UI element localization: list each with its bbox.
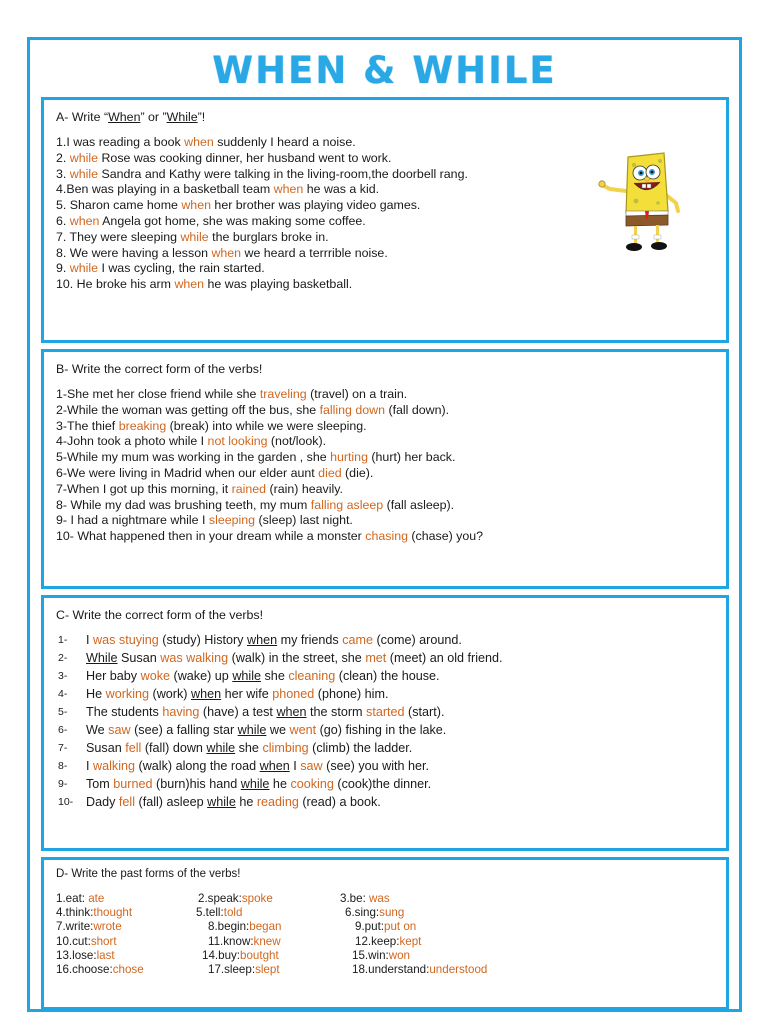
verb-answer: sung [379, 906, 405, 920]
section-a-sentence [56, 277, 714, 293]
answer-text: started [366, 705, 405, 719]
verb-answer: last [96, 948, 115, 962]
verb-prompt: 17.sleep: [208, 962, 256, 976]
section-c-row [56, 631, 714, 649]
answer-text: when [181, 198, 211, 213]
verb-answer: slept [255, 962, 280, 976]
verb-answer: boutght [240, 948, 279, 962]
sentence-text: (study) History [158, 633, 247, 647]
section-b-sentence [56, 387, 714, 403]
sentence-text: (start). [404, 705, 445, 719]
answer-text: chasing [365, 529, 408, 544]
section-c-title: C- Write the correct form of the verbs! [56, 608, 264, 622]
answer-text: falling down [319, 402, 386, 417]
answer-text: when [69, 213, 100, 228]
item-number: 9- [58, 778, 68, 790]
section-c-row [56, 757, 714, 775]
verb-cell [355, 935, 421, 949]
section-c-list [56, 631, 714, 811]
verb-answer: knew [253, 934, 281, 948]
verb-row [56, 949, 714, 963]
verb-cell [345, 906, 404, 920]
sentence-text: Susan [117, 651, 161, 665]
verb-prompt: 7.write: [56, 920, 94, 934]
verb-row [56, 892, 714, 906]
item-number: 7- [58, 742, 68, 754]
sentence-text: she [235, 741, 263, 755]
section-b-title: B- Write the correct form of the verbs! [56, 362, 263, 376]
sentence [86, 631, 462, 649]
verb-prompt: 10.cut: [56, 934, 91, 948]
verb-prompt: 8.begin: [208, 920, 250, 934]
sentence-text: We [86, 723, 109, 737]
keyword-text: when [191, 687, 222, 701]
sentence-text: her wife [221, 687, 273, 701]
sentence-text: (hurt) her back. [367, 450, 456, 465]
sentence-text: (go) fishing in the lake. [316, 723, 447, 737]
verb-answer: was [369, 892, 390, 905]
keyword-text: while [232, 669, 262, 683]
sentence [86, 703, 444, 721]
sentence [86, 649, 503, 667]
sentence-text: He [86, 687, 106, 701]
sentence-text: (fall) asleep [135, 795, 208, 809]
answer-text: died [318, 465, 342, 480]
sentence-text: (come) around. [372, 633, 462, 647]
section-b-sentence [56, 419, 714, 435]
sentence-text: 6. [56, 213, 70, 228]
sentence-text: (clean) the house. [335, 669, 440, 683]
verb-cell [56, 935, 117, 949]
sentence-text: (break) into while we were sleeping. [166, 418, 367, 433]
verb-cell [56, 963, 144, 977]
section-b-sentence [56, 403, 714, 419]
verb-row [56, 963, 714, 977]
item-number: 3- [58, 670, 68, 682]
sentence-text: (see) you with her. [322, 759, 430, 773]
sentence-text: we heard a terrrible noise. [241, 245, 388, 260]
sentence-text: he was a kid. [303, 182, 380, 197]
sentence-text: (fall down). [385, 402, 450, 417]
sentence [86, 775, 431, 793]
verb-answer: spoke [241, 892, 273, 905]
sentence-text: (travel) on a train. [306, 387, 408, 401]
sentence-text: 7. They were sleeping [56, 229, 181, 244]
verb-answer: wrote [93, 920, 122, 934]
worksheet-frame [27, 37, 742, 1012]
sentence-text: 1-She met her close friend while she [56, 387, 260, 401]
section-c-row [56, 703, 714, 721]
answer-text: phoned [272, 687, 315, 701]
answer-text: when [184, 135, 214, 149]
keyword-text: when [259, 759, 290, 773]
verb-cell [352, 949, 410, 963]
verb-prompt: 11.know: [208, 934, 254, 948]
section-a-title-post: ”! [197, 110, 206, 124]
sentence [86, 721, 446, 739]
section-c-row [56, 649, 714, 667]
answer-text: hurting [330, 450, 368, 465]
sentence-text: (read) a book. [298, 795, 381, 809]
keyword-text: while [237, 723, 267, 737]
verb-prompt: 15.win: [352, 948, 389, 962]
sentence-text: Angela got home, she was making some coffee. [99, 213, 366, 228]
section-a-sentence [56, 261, 714, 277]
sentence-text: (chase) you? [407, 529, 484, 544]
verb-prompt: 1.eat: [56, 892, 89, 905]
verb-cell [56, 892, 104, 906]
sentence-text: I [86, 633, 93, 647]
section-c [41, 595, 729, 851]
sentence-text: 2. [56, 150, 70, 165]
sentence-text: (walk) along the road [135, 759, 260, 773]
verb-row [56, 920, 714, 934]
sentence-text: I [86, 759, 93, 773]
sentence-text: 7-When I got up this morning, it [56, 481, 232, 496]
section-d-verb-grid [56, 892, 714, 977]
item-number: 8- [58, 760, 68, 772]
section-b-sentence [56, 482, 714, 498]
sentence-text: 2-While the woman was getting off the bus, she [56, 402, 320, 417]
sponge-character-illustration [596, 149, 686, 259]
sentence-text: 3. [56, 166, 70, 181]
section-d-title: D- Write the past forms of the verbs! [56, 868, 241, 880]
keyword-text: while [206, 741, 236, 755]
verb-answer: won [388, 948, 411, 962]
sentence-text: Her baby [86, 669, 141, 683]
keyword-text: while [207, 795, 236, 809]
answer-text: breaking [118, 418, 167, 433]
verb-prompt: 18.understand: [352, 962, 430, 976]
sentence-text: 4-John took a photo while I [56, 434, 208, 449]
answer-text: saw [300, 759, 323, 773]
answer-text: having [162, 705, 200, 719]
sentence-text: 5-While my mum was working in the garden , she [56, 450, 331, 465]
keyword-text: while [240, 777, 270, 791]
answer-text: working [105, 687, 150, 701]
verb-row [56, 906, 714, 920]
sentence-text: 10. He broke his arm [56, 277, 175, 292]
sentence-text: (see) a falling star [130, 723, 238, 737]
answer-text: not looking [207, 434, 268, 449]
answer-text: rained [231, 481, 267, 496]
verb-answer: began [249, 920, 282, 934]
item-number: 4- [58, 688, 68, 700]
section-a-title [56, 110, 714, 124]
verb-cell [208, 963, 280, 977]
verb-answer: told [223, 906, 243, 920]
sentence-text: (sleep) last night. [255, 513, 353, 528]
answer-text: when [211, 245, 242, 260]
keyword-text: when [276, 705, 307, 719]
sentence-text: Sandra and Kathy were talking in the living-room,the doorbell rang. [98, 166, 468, 181]
verb-answer: understood [429, 962, 488, 976]
verb-cell [196, 906, 242, 920]
sentence-text: (die). [341, 465, 374, 480]
verb-prompt: 5.tell: [196, 906, 224, 920]
section-c-row [56, 775, 714, 793]
sentence-text: 4.Ben was playing in a basketball team [56, 182, 274, 197]
sentence [86, 757, 429, 775]
verb-cell [208, 920, 282, 934]
keyword-text: While [86, 651, 118, 665]
answer-text: while [69, 166, 99, 181]
sentence-text: I [289, 759, 301, 773]
answer-text: while [69, 261, 99, 276]
answer-text: met [365, 651, 387, 665]
sentence-text: the storm [306, 705, 367, 719]
keyword-text: when [246, 633, 278, 647]
sentence-text: (phone) him. [314, 687, 389, 701]
sentence-text: suddenly I heard a noise. [213, 135, 356, 149]
verb-cell [56, 949, 115, 963]
sentence-text: he was playing basketball. [204, 277, 353, 292]
sentence [86, 685, 388, 703]
answer-text: burned [113, 777, 153, 791]
sentence-text: her brother was playing video games. [210, 198, 421, 213]
answer-text: came [342, 633, 373, 647]
verb-answer: ate [88, 892, 105, 905]
verb-answer: short [90, 934, 117, 948]
section-b-sentences [56, 387, 714, 545]
verb-cell [198, 892, 273, 906]
section-a-title-mid: ” or ” [140, 110, 167, 124]
sentence-text: she [261, 669, 289, 683]
sentence-text: he [269, 777, 291, 791]
sentence-text: (work) [149, 687, 191, 701]
sentence-text: (walk) in the street, she [228, 651, 366, 665]
sentence [86, 667, 440, 685]
section-a-title-pre: A- Write “ [56, 110, 109, 124]
answer-text: falling asleep [310, 497, 384, 512]
answer-text: cleaning [288, 669, 336, 683]
sentence-text: 8. We were having a lesson [56, 245, 212, 260]
item-number: 1- [58, 634, 68, 646]
sentence-text: (not/look). [267, 434, 327, 449]
answer-text: fell [118, 795, 136, 809]
section-b-sentence [56, 466, 714, 482]
verb-prompt: 16.choose: [56, 962, 113, 976]
sentence-text: (have) a test [199, 705, 277, 719]
verb-prompt: 12.keep: [355, 934, 400, 948]
verb-answer: thought [93, 906, 133, 920]
section-c-row [56, 793, 714, 811]
sentence-text: 6-We were living in Madrid when our elder aunt [56, 465, 319, 480]
answer-text: walking [93, 759, 135, 773]
section-d [41, 857, 729, 1010]
answer-text: fell [125, 741, 142, 755]
section-b-sentence [56, 434, 714, 450]
sentence-text: (climb) the ladder. [308, 741, 413, 755]
item-number: 5- [58, 706, 68, 718]
sentence-text: 9. [56, 261, 70, 276]
answer-text: was stuying [93, 633, 159, 647]
sentence-text: Dady [86, 795, 119, 809]
verb-prompt: 13.lose: [56, 948, 97, 962]
verb-prompt: 4.think: [56, 906, 94, 920]
section-b [41, 349, 729, 589]
answer-text: when [174, 277, 205, 292]
verb-prompt: 9.put: [355, 920, 385, 934]
section-b-sentence [56, 529, 714, 545]
sentence-text: 1.I was reading a book [56, 135, 185, 149]
section-b-sentence [56, 513, 714, 529]
sentence-text: Susan [86, 741, 126, 755]
verb-cell [208, 935, 281, 949]
sentence-text: 9- I had a nightmare while I [56, 513, 209, 528]
sentence-text: I was cycling, the rain started. [98, 261, 265, 276]
answer-text: climbing [262, 741, 309, 755]
sentence-text: (fall) down [141, 741, 207, 755]
section-a-title-while: While [166, 110, 198, 124]
verb-answer: chose [112, 962, 144, 976]
item-number: 6- [58, 724, 68, 736]
answer-text: while [69, 150, 99, 165]
sentence-text: 8- While my dad was brushing teeth, my mum [56, 497, 311, 512]
verb-answer: put on [384, 920, 417, 934]
answer-text: while [180, 229, 209, 244]
sentence-text: 5. Sharon came home [56, 198, 182, 213]
sentence-text: (meet) an old friend. [386, 651, 503, 665]
verb-prompt: 14.buy: [202, 948, 241, 962]
answer-text: saw [108, 723, 131, 737]
sentence-text: (fall asleep). [383, 497, 455, 512]
item-number: 10- [58, 796, 74, 808]
worksheet-title: WHEN & WHILE [212, 49, 557, 92]
section-c-row [56, 685, 714, 703]
answer-text: went [289, 723, 317, 737]
answer-text: traveling [259, 387, 307, 401]
verb-row [56, 935, 714, 949]
verb-prompt: 2.speak: [198, 892, 242, 905]
sentence-text: (cook)the dinner. [333, 777, 432, 791]
verb-cell [56, 906, 132, 920]
sentence-text: 3-The thief [56, 418, 119, 433]
sentence-text: Tom [86, 777, 114, 791]
verb-cell [56, 920, 122, 934]
verb-cell [340, 892, 390, 906]
verb-prompt: 3.be: [340, 892, 370, 905]
sentence-text: we [266, 723, 290, 737]
item-number: 2- [58, 652, 68, 664]
verb-answer: kept [399, 934, 422, 948]
verb-prompt: 6.sing: [345, 906, 380, 920]
answer-text: sleeping [208, 513, 256, 528]
sentence-text: the burglars broke in. [208, 229, 329, 244]
sentence-text: The students [86, 705, 163, 719]
answer-text: was walking [160, 651, 229, 665]
verb-cell [202, 949, 279, 963]
answer-text: woke [140, 669, 171, 683]
section-a-title-when: When [108, 110, 141, 124]
sentence-text: (burn)his hand [152, 777, 241, 791]
answer-text: reading [256, 795, 299, 809]
section-c-row [56, 721, 714, 739]
sentence [86, 739, 412, 757]
sentence-text: Rose was cooking dinner, her husband went to work. [98, 150, 392, 165]
sentence [86, 793, 381, 811]
answer-text: when [273, 182, 304, 197]
sentence-text: (rain) heavily. [266, 481, 343, 496]
sentence-text: my friends [277, 633, 343, 647]
sentence-text: he [235, 795, 257, 809]
answer-text: cooking [290, 777, 334, 791]
verb-cell [355, 920, 416, 934]
section-c-row [56, 739, 714, 757]
section-c-row [56, 667, 714, 685]
section-b-sentence [56, 498, 714, 514]
section-b-sentence [56, 450, 714, 466]
sentence-text: 10- What happened then in your dream while a monster [56, 529, 366, 544]
verb-cell [352, 963, 487, 977]
sentence-text: (wake) up [170, 669, 233, 683]
